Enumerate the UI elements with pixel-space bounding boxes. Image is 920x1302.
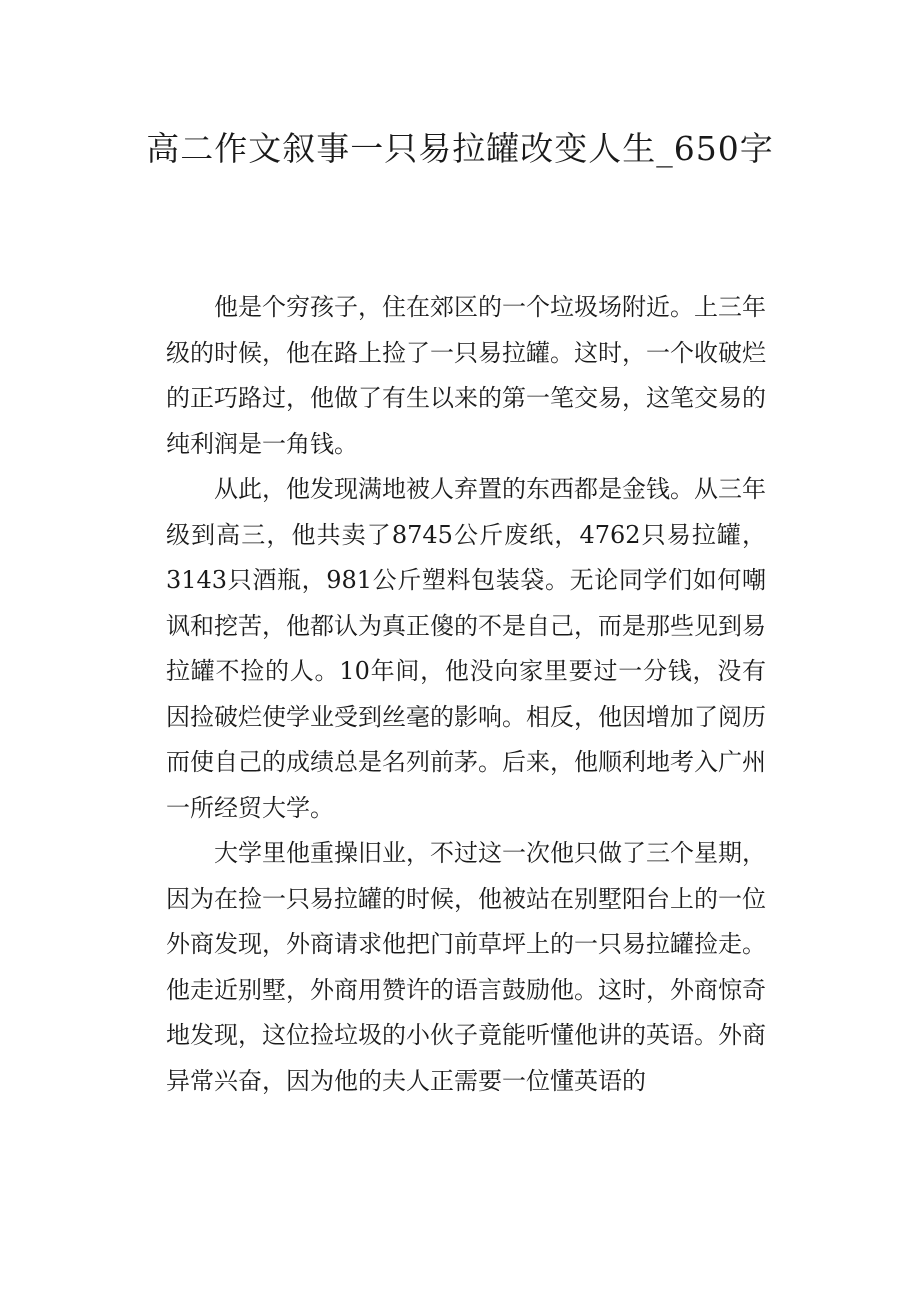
paragraph-1: 他是个穷孩子，住在郊区的一个垃圾场附近。上三年级的时候，他在路上捡了一只易拉罐。这时，一个收破烂的正巧路过，他做了有生以来的第一笔交易，这笔交易的纯利润是一角钱。 [166,293,766,458]
paragraph-2: 从此，他发现满地被人弃置的东西都是金钱。从三年级到高三，他共卖了8745公斤废纸，4762只易拉罐，3143只酒瓶，981公斤塑料包装袋。无论同学们如何嘲讽和挖苦，他都认为真正傻的不是自己，而是那些见到易拉罐不捡的人。10年间，他没向家里要过一分钱，没有因捡破烂使学业受到丝毫的影响。相反，他因增加了阅历而使自己的成绩总是名列前茅。后来，他顺利地考入广州一所经贸大学。 [166,475,766,822]
paragraph-3: 大学里他重操旧业，不过这一次他只做了三个星期，因为在捡一只易拉罐的时候，他被站在别墅阳台上的一位外商发现，外商请求他把门前草坪上的一只易拉罐捡走。他走近别墅，外商用赞许的语言鼓励他。这时，外商惊奇地发现，这位捡垃圾的小伙子竟能听懂他讲的英语。外商异常兴奋，因为他的夫人正需要一位懂英语的 [166,839,766,1095]
document-body [166,285,766,1104]
document-title: 高二作文叙事一只易拉罐改变人生_650字 [146,129,774,168]
